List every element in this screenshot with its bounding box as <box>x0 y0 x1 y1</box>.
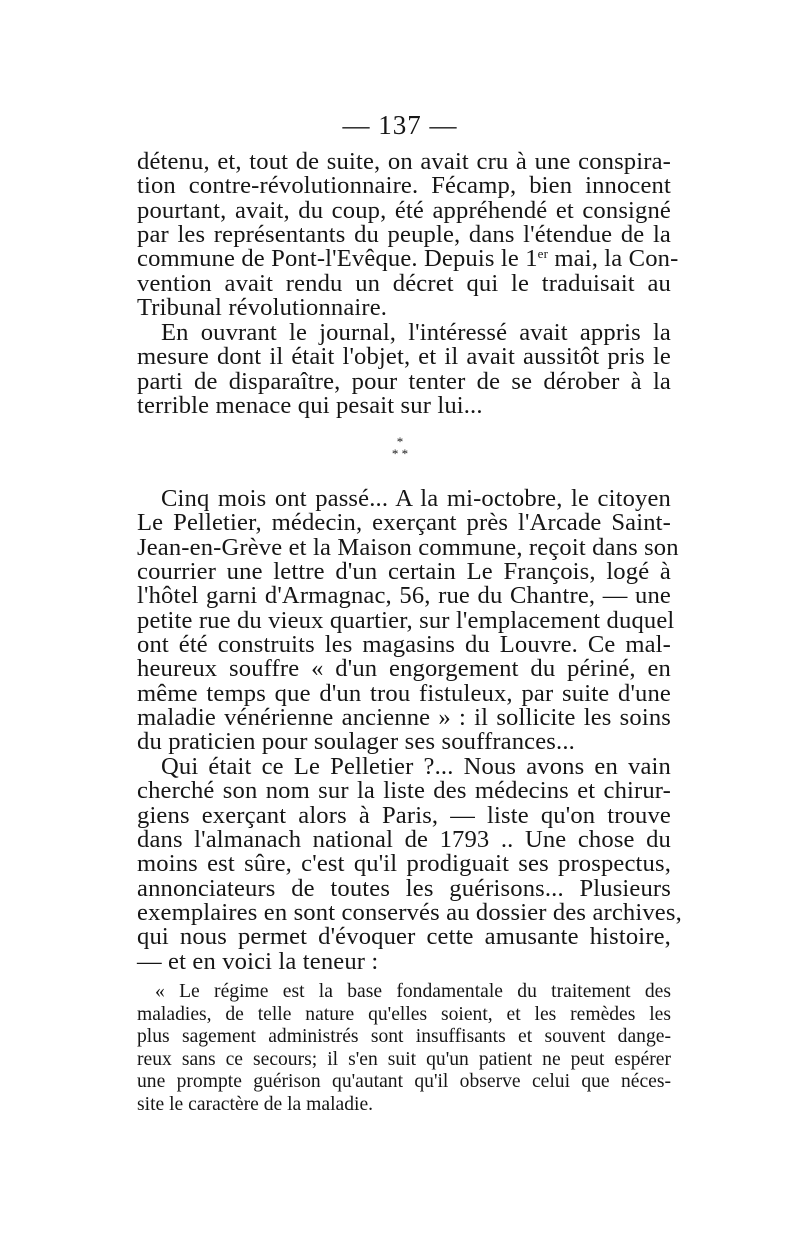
text-line: qui nous permet d'évoquer cette amusante histoire, <box>137 923 671 951</box>
paragraph-1 <box>137 148 679 322</box>
asterism-bottom: * * <box>391 446 409 461</box>
text-line: Cinq mois ont passé... A la mi-octobre, le citoyen <box>161 485 671 512</box>
quote-line: plus sagement administrés sont insuffisants et souvent dange- <box>137 1026 671 1048</box>
text-line: même temps que d'un trou fistuleux, par suite d'une <box>137 679 671 707</box>
text-line: — et en voici la teneur : <box>137 947 379 975</box>
quote-line: « Le régime est la base fondamentale du traitement des <box>155 981 671 1002</box>
quote-line: une prompte guérison qu'autant qu'il observe celui que néces- <box>137 1071 671 1093</box>
quote-line: maladies, de telle nature qu'elles soient, et les remèdes les <box>137 1003 671 1025</box>
text-line: commune de Pont-l'Evêque. Depuis le 1er mai, la Con- <box>137 245 679 273</box>
text-line: cherché son nom sur la liste des médecins et chirur- <box>137 777 671 805</box>
quoted-prospectus <box>137 981 671 1117</box>
text-line: moins est sûre, c'est qu'il prodiguait ses prospectus, <box>137 850 671 878</box>
text-line: Le Pelletier, médecin, exerçant près l'Arcade Saint- <box>137 509 671 537</box>
text-line: heureux souffre « d'un engorgement du périné, en <box>137 655 671 683</box>
text-line: courrier une lettre d'un certain Le François, logé à <box>137 558 671 586</box>
text-line: par les représentants du peuple, dans l'étendue de la <box>137 221 671 249</box>
paragraph-4 <box>137 753 682 975</box>
paragraph-3 <box>137 485 679 756</box>
text-line: dans l'almanach national de 1793 .. Une chose du <box>137 826 671 854</box>
text-line: mesure dont il était l'objet, et il avait aussitôt pris le <box>137 343 671 371</box>
section-separator <box>0 436 800 460</box>
text-line: En ouvrant le journal, l'intéressé avait appris la <box>161 319 671 346</box>
text-line: annonciateurs de toutes les guérisons... Plusieurs <box>137 874 671 902</box>
text-line: Qui était ce Le Pelletier ?... Nous avons en vain <box>161 753 671 780</box>
text-line: giens exerçant alors à Paris, — liste qu'on trouve <box>137 801 671 829</box>
text-line: du praticien pour soulager ses souffrances... <box>137 728 575 756</box>
paragraph-2 <box>137 321 671 418</box>
text-line: Tribunal révolutionnaire. <box>137 294 388 322</box>
text-line: terrible menace qui pesait sur lui... <box>137 392 483 420</box>
quote-line: site le caractère de la maladie. <box>137 1093 374 1115</box>
text-line: maladie vénérienne ancienne » : il sollicite les soins <box>137 704 671 732</box>
text-line: l'hôtel garni d'Armagnac, 56, rue du Chantre, — une <box>137 582 671 610</box>
text-line: tion contre-révolutionnaire. Fécamp, bien innocent <box>137 172 671 200</box>
text-line: exemplaires en sont conservés au dossier des archives, <box>137 899 682 927</box>
text-line: petite rue du vieux quartier, sur l'emplacement duquel <box>137 606 675 634</box>
text-line: Jean-en-Grève et la Maison commune, reçoit dans son <box>137 533 679 561</box>
quote-line: reux sans ce secours; il s'en suit qu'un patient ne peut espérer <box>137 1048 671 1070</box>
text-line: pourtant, avait, du coup, été appréhendé et consigné <box>137 196 671 224</box>
asterism-top: * <box>396 434 404 449</box>
page-number: — 137 — <box>342 110 458 140</box>
text-line: vention avait rendu un décret qui le traduisait au <box>137 269 671 297</box>
text-line: détenu, et, tout de suite, on avait cru à une conspira- <box>137 148 671 175</box>
text-line: ont été construits les magasins du Louvre. Ce mal- <box>137 631 671 659</box>
text-line: parti de disparaître, pour tenter de se dérober à la <box>137 367 671 395</box>
